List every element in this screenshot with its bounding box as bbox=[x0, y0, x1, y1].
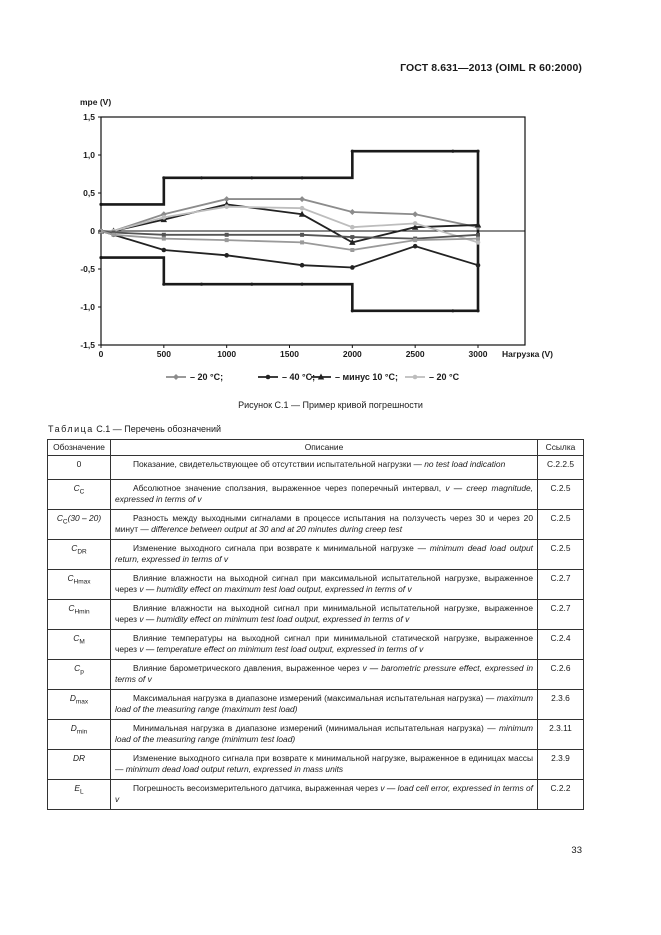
description-ru: Разность между выходными сигналами в процессе испытания на ползучесть через 30 и через 20 минут — bbox=[115, 513, 533, 535]
reference-cell: С.2.2 bbox=[538, 780, 584, 810]
description-cell bbox=[111, 780, 538, 810]
description-cell bbox=[111, 720, 538, 750]
y-tick-label: -0,5 bbox=[80, 264, 95, 274]
axis-ticks bbox=[80, 97, 553, 359]
table-title-label: Таблица bbox=[48, 424, 94, 434]
series-point bbox=[112, 233, 116, 237]
mpe-lower-point bbox=[451, 309, 454, 312]
mpe-upper-point bbox=[250, 176, 253, 179]
legend-marker bbox=[266, 375, 271, 380]
description-cell bbox=[111, 600, 538, 630]
reference-cell: 2.3.11 bbox=[538, 720, 584, 750]
description-en: maximum load of the measuring range (maximum test load) bbox=[115, 693, 533, 715]
y-tick-label: -1,0 bbox=[80, 302, 95, 312]
legend-label: – 20 °C; bbox=[190, 372, 224, 382]
series-point bbox=[350, 225, 355, 230]
table-row bbox=[48, 510, 584, 540]
series-point bbox=[413, 244, 418, 249]
x-tick-label: 1000 bbox=[217, 349, 237, 359]
document-header: ГОСТ 8.631—2013 (OIML R 60:2000) bbox=[400, 62, 582, 74]
mpe-upper-point bbox=[451, 150, 454, 153]
description-en: v — creep magnitude, expressed in terms of v bbox=[115, 483, 533, 505]
legend-marker bbox=[173, 374, 179, 380]
mpe-lower-point bbox=[200, 283, 203, 286]
mpe-upper-point bbox=[200, 176, 203, 179]
series-point bbox=[350, 235, 354, 239]
series-point bbox=[412, 211, 418, 217]
symbol-cell: $C_{Hmin}$ bbox=[48, 600, 111, 630]
description-en: minimum dead load output return, expressed in mass units bbox=[125, 764, 344, 775]
x-tick-label: 0 bbox=[98, 349, 104, 359]
reference-cell: С.2.6 bbox=[538, 660, 584, 690]
symbol-cell: $C_C(30 - 20)$ bbox=[48, 510, 111, 540]
description-en: v — load cell error, expressed in terms of v bbox=[115, 783, 533, 805]
reference-cell: С.2.4 bbox=[538, 630, 584, 660]
description-ru: Показание, свидетельствующее об отсутствии испытательной нагрузки — bbox=[133, 459, 425, 469]
reference-cell: С.2.7 bbox=[538, 600, 584, 630]
table-row bbox=[48, 750, 584, 780]
series-point bbox=[300, 263, 305, 268]
symbol-cell: $C_C$ bbox=[48, 480, 111, 510]
series-point bbox=[476, 240, 481, 245]
table-row bbox=[48, 570, 584, 600]
y-tick-label: -1,5 bbox=[80, 340, 95, 350]
y-axis-title: mpe (V) bbox=[80, 97, 112, 107]
legend-marker bbox=[413, 375, 418, 380]
series-point bbox=[350, 248, 354, 252]
description-cell bbox=[111, 540, 538, 570]
series-point bbox=[476, 263, 481, 268]
mpe-upper-point bbox=[351, 150, 354, 153]
header-symbol: Обозначение bbox=[48, 440, 111, 456]
mpe-upper-point bbox=[300, 176, 303, 179]
symbol-cell: $C_{Hmax}$ bbox=[48, 570, 111, 600]
x-tick-label: 500 bbox=[156, 349, 171, 359]
series-point bbox=[224, 253, 229, 258]
legend-label: – 40 °C; bbox=[282, 372, 316, 382]
legend-item bbox=[258, 372, 315, 382]
header-reference: Ссылка bbox=[538, 440, 584, 456]
series-point bbox=[162, 233, 166, 237]
description-ru: Изменение выходного сигнала при возврате к минимальной нагрузке, выраженное в единицах массы — bbox=[115, 753, 533, 775]
reference-cell: С.2.5 bbox=[538, 510, 584, 540]
reference-cell: 2.3.6 bbox=[538, 690, 584, 720]
x-axis-title: Нагрузка (V) bbox=[502, 349, 553, 359]
table-row bbox=[48, 690, 584, 720]
description-ru: Влияние температуры на выходной сигнал при минимальной статической нагрузке, выраженное через bbox=[115, 633, 533, 655]
error-curve-chart bbox=[0, 0, 661, 400]
series-point bbox=[300, 233, 304, 237]
description-ru: Максимальная нагрузка в диапазоне измерений (максимальная испытательная нагрузка) — bbox=[133, 693, 497, 703]
symbol-cell: $C_p$ bbox=[48, 660, 111, 690]
description-en: minimum dead load output return, expressed in terms of v bbox=[115, 543, 533, 565]
series-point bbox=[349, 209, 355, 215]
mpe-lower-point bbox=[351, 309, 354, 312]
series-line bbox=[101, 204, 478, 242]
series-point bbox=[413, 221, 418, 226]
chart-legend bbox=[166, 372, 460, 382]
table-row bbox=[48, 630, 584, 660]
legend-label: – минус 10 °C; bbox=[335, 372, 399, 382]
mpe-upper-point bbox=[476, 150, 479, 153]
description-cell bbox=[111, 750, 538, 780]
legend-item bbox=[166, 372, 223, 382]
series-point bbox=[476, 237, 480, 241]
symbols-table bbox=[47, 439, 584, 810]
table-row bbox=[48, 780, 584, 810]
mpe-lower-point bbox=[300, 283, 303, 286]
reference-cell: С.2.2.5 bbox=[538, 456, 584, 480]
description-ru: Абсолютное значение сползания, выраженное через поперечный интервал, bbox=[133, 483, 446, 493]
x-tick-label: 2000 bbox=[342, 349, 362, 359]
reference-cell: С.2.5 bbox=[538, 480, 584, 510]
series-point bbox=[162, 248, 167, 253]
series-point bbox=[300, 240, 304, 244]
y-tick-label: 1,5 bbox=[83, 112, 95, 122]
legend-label: – 20 °C bbox=[429, 372, 460, 382]
series-point bbox=[476, 233, 480, 237]
y-tick-label: 1,0 bbox=[83, 150, 95, 160]
series-1 bbox=[98, 196, 481, 234]
y-tick-label: 0 bbox=[90, 226, 95, 236]
x-tick-label: 2500 bbox=[405, 349, 425, 359]
figure-caption: Рисунок С.1 — Пример кривой погрешности bbox=[238, 400, 423, 410]
table-header-row bbox=[48, 440, 584, 456]
symbol-cell: $E_L$ bbox=[48, 780, 111, 810]
page-number: 33 bbox=[571, 845, 582, 856]
table-row bbox=[48, 600, 584, 630]
x-tick-label: 3000 bbox=[468, 349, 488, 359]
table-row bbox=[48, 456, 584, 480]
description-en: v — temperature effect on minimum test load output, expressed in terms of v bbox=[139, 644, 424, 655]
description-cell bbox=[111, 570, 538, 600]
series-point bbox=[225, 233, 229, 237]
reference-cell: 2.3.9 bbox=[538, 750, 584, 780]
table-title-text: С.1 — Перечень обозначений bbox=[93, 424, 222, 434]
legend-item bbox=[311, 372, 398, 382]
table-title bbox=[48, 424, 221, 434]
series-point bbox=[350, 265, 355, 270]
mpe-lower-point bbox=[162, 283, 165, 286]
description-en: no test load indication bbox=[424, 459, 506, 469]
series-point bbox=[162, 237, 166, 241]
series-point bbox=[300, 206, 305, 211]
description-cell bbox=[111, 510, 538, 540]
y-tick-label: 0,5 bbox=[83, 188, 95, 198]
description-en: minimum load of the measuring range (minimum test load) bbox=[115, 723, 533, 745]
table-row bbox=[48, 480, 584, 510]
description-cell bbox=[111, 480, 538, 510]
mpe-upper-point bbox=[162, 176, 165, 179]
mpe-lower-point bbox=[476, 309, 479, 312]
description-en: difference between output at 30 and at 20 minutes during creep test bbox=[151, 524, 403, 535]
description-cell bbox=[111, 630, 538, 660]
description-en: v — humidity effect on maximum test load output, expressed in terms of v bbox=[139, 584, 412, 595]
mpe-lower-limit bbox=[101, 231, 478, 311]
series-point bbox=[299, 196, 305, 202]
x-tick-label: 1500 bbox=[280, 349, 299, 359]
description-ru: Изменение выходного сигнала при возврате к минимальной нагрузке — bbox=[133, 543, 430, 553]
table-row bbox=[48, 540, 584, 570]
description-en: v — humidity effect on minimum test load output, expressed in terms of v bbox=[139, 614, 410, 625]
legend-item bbox=[405, 372, 460, 382]
description-ru: Погрешность весоизмерительного датчика, выраженная через bbox=[133, 783, 381, 793]
table-row bbox=[48, 660, 584, 690]
description-cell bbox=[111, 690, 538, 720]
description-ru: Влияние барометрического давления, выраженное через bbox=[133, 663, 363, 673]
reference-cell: С.2.5 bbox=[538, 540, 584, 570]
symbol-cell: DR bbox=[48, 750, 111, 780]
symbol-cell: $C_{DR}$ bbox=[48, 540, 111, 570]
symbol-cell: $D_{max}$ bbox=[48, 690, 111, 720]
series-line bbox=[101, 231, 478, 267]
series-point bbox=[225, 238, 229, 242]
series-point bbox=[224, 204, 229, 209]
description-cell bbox=[111, 660, 538, 690]
description-ru: Минимальная нагрузка в диапазоне измерений (минимальная испытательная нагрузка) — bbox=[133, 723, 500, 733]
description-ru: Влияние влажности на выходной сигнал при минимальной испытательной нагрузке, выраженное через bbox=[115, 603, 533, 625]
description-cell bbox=[111, 456, 538, 480]
description-ru: Влияние влажности на выходной сигнал при максимальной испытательной нагрузке, выраженное через bbox=[115, 573, 533, 595]
description-en: v — barometric pressure effect, expressed in terms of v bbox=[115, 663, 534, 685]
reference-cell: С.2.7 bbox=[538, 570, 584, 600]
symbol-cell: $D_{min}$ bbox=[48, 720, 111, 750]
symbol-cell: 0 bbox=[48, 456, 111, 480]
symbol-cell: $C_M$ bbox=[48, 630, 111, 660]
series-point bbox=[162, 215, 167, 220]
table-row bbox=[48, 720, 584, 750]
series-point bbox=[413, 238, 417, 242]
mpe-lower-point bbox=[250, 283, 253, 286]
header-description: Описание bbox=[111, 440, 538, 456]
